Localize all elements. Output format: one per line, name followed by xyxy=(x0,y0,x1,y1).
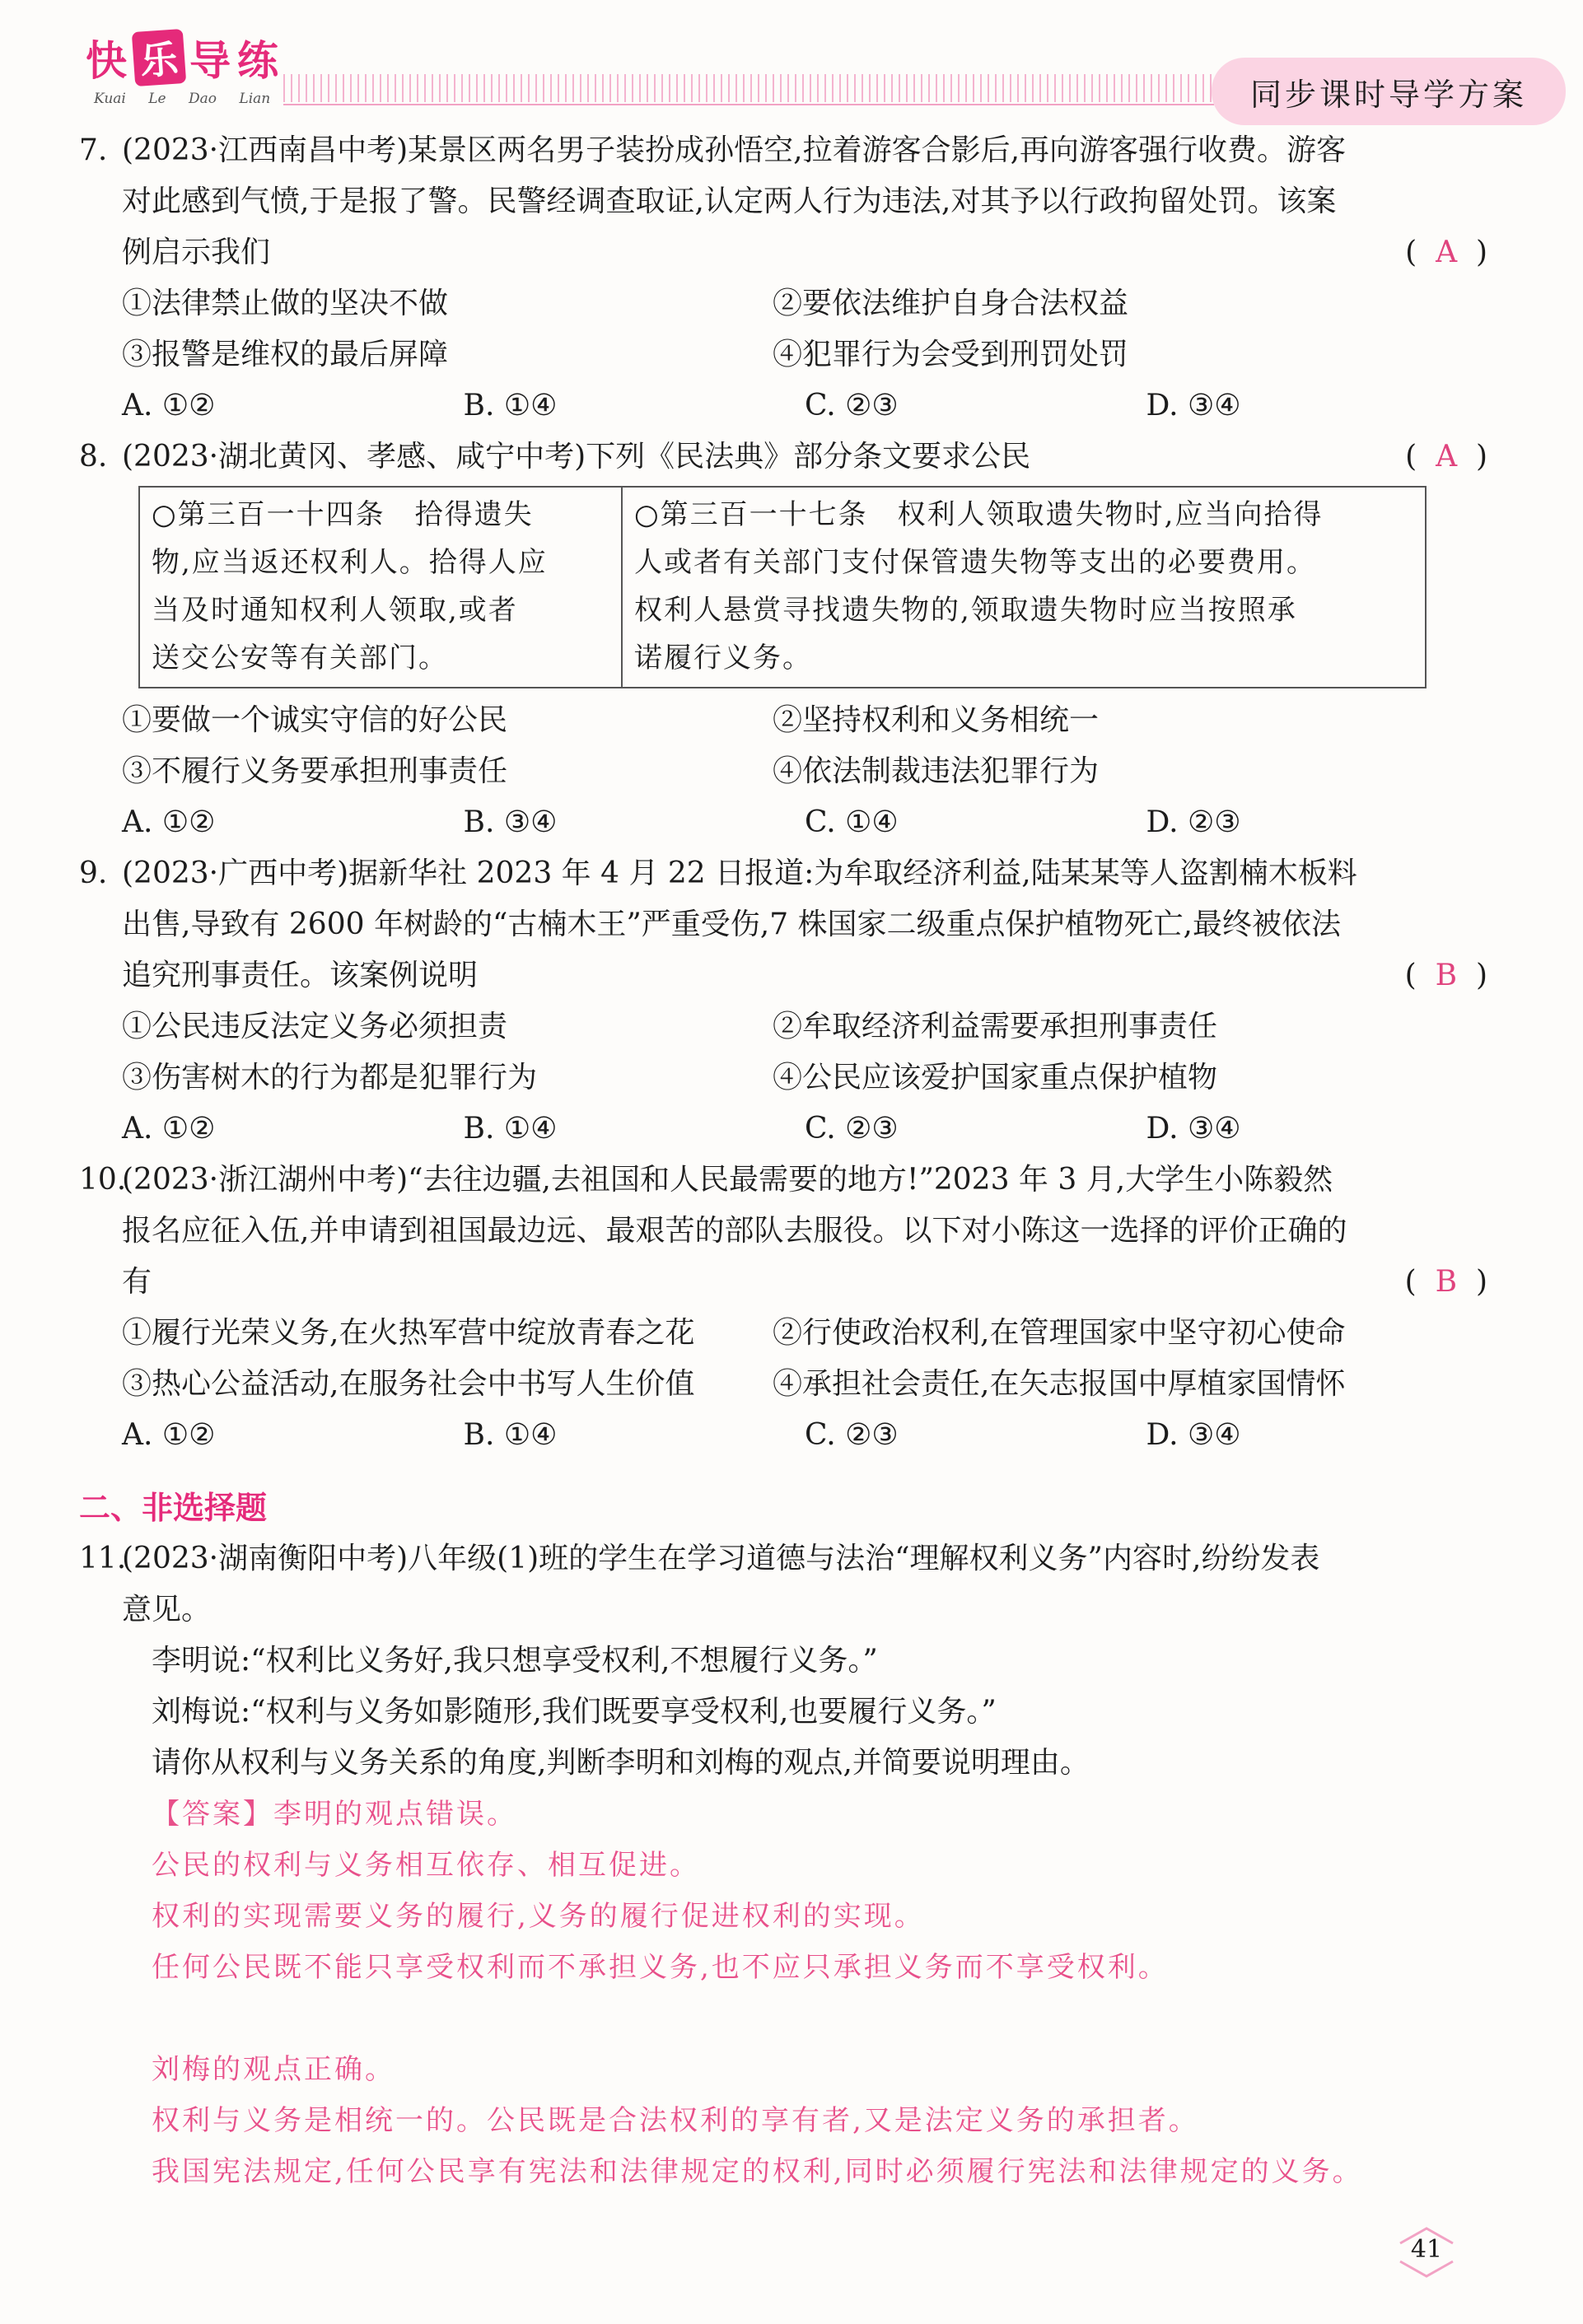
statement-option: ④依法制裁违法犯罪行为 xyxy=(773,754,1100,788)
logo-char-4: 练 xyxy=(237,37,280,85)
answer-choices xyxy=(79,797,1487,848)
question-text: 八年级(1)班的学生在学习道德与法治“理解权利义务”内容时,纷纷发表 xyxy=(408,1542,1320,1575)
answer-line: 我国宪法规定,任何公民享有宪法和法律规定的权利,同时必须履行宪法和法律规定的义务。 xyxy=(152,2155,1363,2188)
statement-option: ③伤害树木的行为都是犯罪行为 xyxy=(122,1061,538,1094)
page-number-badge xyxy=(1392,2224,1461,2281)
series-tag-label: 同步课时导学方案 xyxy=(1249,76,1527,113)
statement-option: ④犯罪行为会受到刑罚处罚 xyxy=(773,338,1129,371)
answer-line: 【答案】李明的观点错误。 xyxy=(152,1798,517,1831)
question-text: 据新华社 2023 年 4 月 22 日报道:为牟取经济利益,陆某某等人盗割楠木板料 xyxy=(348,856,1357,890)
question-text: 追究刑事责任。该案例说明 xyxy=(122,959,479,992)
statement-option: ①要做一个诚实守信的好公民 xyxy=(122,703,508,737)
statement-option: ①履行光荣义务,在火热军营中绽放青春之花 xyxy=(122,1316,695,1350)
civil-code-excerpt-box xyxy=(138,486,1427,688)
answer-choices xyxy=(79,1104,1487,1155)
question-source: (2023·广西中考) xyxy=(122,856,349,890)
answer-line: 任何公民既不能只享受权利而不承担义务,也不应只承担义务而不享受权利。 xyxy=(152,1951,1169,1984)
choice-d: D. ③④ xyxy=(1146,389,1241,422)
answer-line: 刘梅的观点正确。 xyxy=(152,2053,395,2086)
choice-c: C. ②③ xyxy=(805,1112,899,1146)
page-header xyxy=(79,25,1527,124)
statement-option: ③不履行义务要承担刑事责任 xyxy=(122,754,508,788)
article-314: ○第三百一十四条 拾得遗失 物,应当返还权利人。拾得人应 当及时通知权利人领取,或者 送交公安等有关部门。 xyxy=(140,488,623,687)
answer-letter: A xyxy=(1436,440,1458,474)
choice-a: A. ①② xyxy=(122,389,216,422)
choice-c: C. ①④ xyxy=(805,805,899,839)
question-8 xyxy=(79,432,1487,848)
series-tag xyxy=(1212,58,1566,125)
statement-option: ④承担社会责任,在矢志报国中厚植家国情怀 xyxy=(773,1367,1346,1401)
statement-option: ②牟取经济利益需要承担刑事责任 xyxy=(773,1010,1218,1043)
question-11 xyxy=(79,1533,1487,2197)
choice-d: D. ③④ xyxy=(1146,1112,1241,1146)
choice-c: C. ②③ xyxy=(805,1418,899,1452)
statement-option: ②坚持权利和义务相统一 xyxy=(773,703,1100,737)
question-text: 出售,导致有 2600 年树龄的“古楠木王”严重受伤,7 株国家二级重点保护植物死亡,最终被依法 xyxy=(122,908,1341,941)
answer-bracket: ( B ) xyxy=(1404,1265,1487,1299)
question-prompt: 请你从权利与义务关系的角度,判断李明和刘梅的观点,并简要说明理由。 xyxy=(152,1746,1090,1780)
logo-char-2: 乐 xyxy=(132,29,186,86)
question-source: (2023·湖南衡阳中考) xyxy=(122,1542,409,1575)
statement-option: ①法律禁止做的坚决不做 xyxy=(122,287,449,320)
question-9 xyxy=(79,848,1487,1155)
choice-d: D. ②③ xyxy=(1146,805,1241,839)
brand-logo xyxy=(79,28,280,119)
statement-option: ①公民违反法定义务必须担责 xyxy=(122,1010,508,1043)
answer-line: 权利的实现需要义务的履行,义务的履行促进权利的实现。 xyxy=(152,1900,925,1933)
question-text: 报名应征入伍,并申请到祖国最边远、最艰苦的部队去服役。以下对小陈这一选择的评价正确的 xyxy=(122,1214,1347,1248)
question-text: “去往边疆,去祖国和人民最需要的地方!”2023 年 3 月,大学生小陈毅然 xyxy=(408,1163,1333,1197)
statement-option: ②行使政治权利,在管理国家中坚守初心使命 xyxy=(773,1316,1346,1350)
question-text: 例启示我们 xyxy=(122,236,271,269)
statement-option: ③报警是维权的最后屏障 xyxy=(122,338,449,371)
article-317: ○第三百一十七条 权利人领取遗失物时,应当向拾得 人或者有关部门支付保管遗失物等支出的必要费用。 权利人悬赏寻找遗失物的,领取遗失物时应当按照承 诺履行义务。 xyxy=(634,498,1324,674)
page-number: 41 xyxy=(1410,2235,1443,2264)
question-10 xyxy=(79,1155,1487,1461)
question-number: 8. xyxy=(79,440,108,474)
question-text: 对此感到气愤,于是报了警。民警经调查取证,认定两人行为违法,对其予以行政拘留处罚。该案 xyxy=(122,184,1337,218)
answer-bracket: ( B ) xyxy=(1404,959,1487,992)
choice-d: D. ③④ xyxy=(1146,1418,1241,1452)
answer-bracket: ( A ) xyxy=(1405,440,1487,474)
question-text: 有 xyxy=(122,1265,152,1299)
quote-liming: 李明说:“权利比义务好,我只想享受权利,不想履行义务。” xyxy=(152,1644,878,1678)
question-source: (2023·湖北黄冈、孝感、咸宁中考) xyxy=(122,440,586,474)
choice-b: B. ①④ xyxy=(463,1418,558,1452)
section-heading: 二、非选择题 xyxy=(79,1490,268,1526)
choice-c: C. ②③ xyxy=(805,389,899,422)
question-source: (2023·江西南昌中考) xyxy=(122,133,409,167)
question-number: 11. xyxy=(79,1542,127,1575)
answer-choices xyxy=(79,1410,1487,1461)
answer-letter: B xyxy=(1435,1265,1458,1299)
question-text: 意见。 xyxy=(122,1593,212,1626)
question-number: 7. xyxy=(79,133,108,167)
answer-block xyxy=(79,1789,1487,2197)
header-divider xyxy=(283,104,1214,105)
choice-b: B. ①④ xyxy=(463,389,558,422)
question-source: (2023·浙江湖州中考) xyxy=(122,1163,409,1197)
question-number: 10. xyxy=(79,1163,127,1197)
logo-char-3: 导 xyxy=(189,37,232,85)
page-body xyxy=(79,125,1487,2197)
answer-bracket: ( A ) xyxy=(1405,236,1487,269)
choice-a: A. ①② xyxy=(122,1418,216,1452)
question-7 xyxy=(79,125,1487,432)
choice-a: A. ①② xyxy=(122,1112,216,1146)
statement-option: ③热心公益活动,在服务社会中书写人生价值 xyxy=(122,1367,695,1401)
statement-option: ④公民应该爱护国家重点保护植物 xyxy=(773,1061,1218,1094)
choice-b: B. ①④ xyxy=(463,1112,558,1146)
answer-choices xyxy=(79,380,1487,432)
answer-line: 公民的权利与义务相互依存、相互促进。 xyxy=(152,1849,700,1882)
statement-option: ②要依法维护自身合法权益 xyxy=(773,287,1129,320)
header-ruler-decoration xyxy=(283,74,1214,102)
choice-b: B. ③④ xyxy=(463,805,558,839)
logo-pinyin: Kuai Le Dao Lian xyxy=(94,91,271,107)
answer-line: 权利与义务是相统一的。公民既是合法权利的享有者,又是法定义务的承担者。 xyxy=(152,2104,1199,2137)
question-text: 某景区两名男子装扮成孙悟空,拉着游客合影后,再向游客强行收费。游客 xyxy=(408,133,1347,167)
logo-char-1: 快 xyxy=(86,37,128,85)
question-text: 下列《民法典》部分条文要求公民 xyxy=(586,440,1031,474)
question-number: 9. xyxy=(79,856,108,890)
answer-letter: A xyxy=(1436,236,1458,269)
answer-letter: B xyxy=(1435,959,1458,992)
quote-liumei: 刘梅说:“权利与义务如影随形,我们既要享受权利,也要履行义务。” xyxy=(152,1695,997,1729)
choice-a: A. ①② xyxy=(122,805,216,839)
